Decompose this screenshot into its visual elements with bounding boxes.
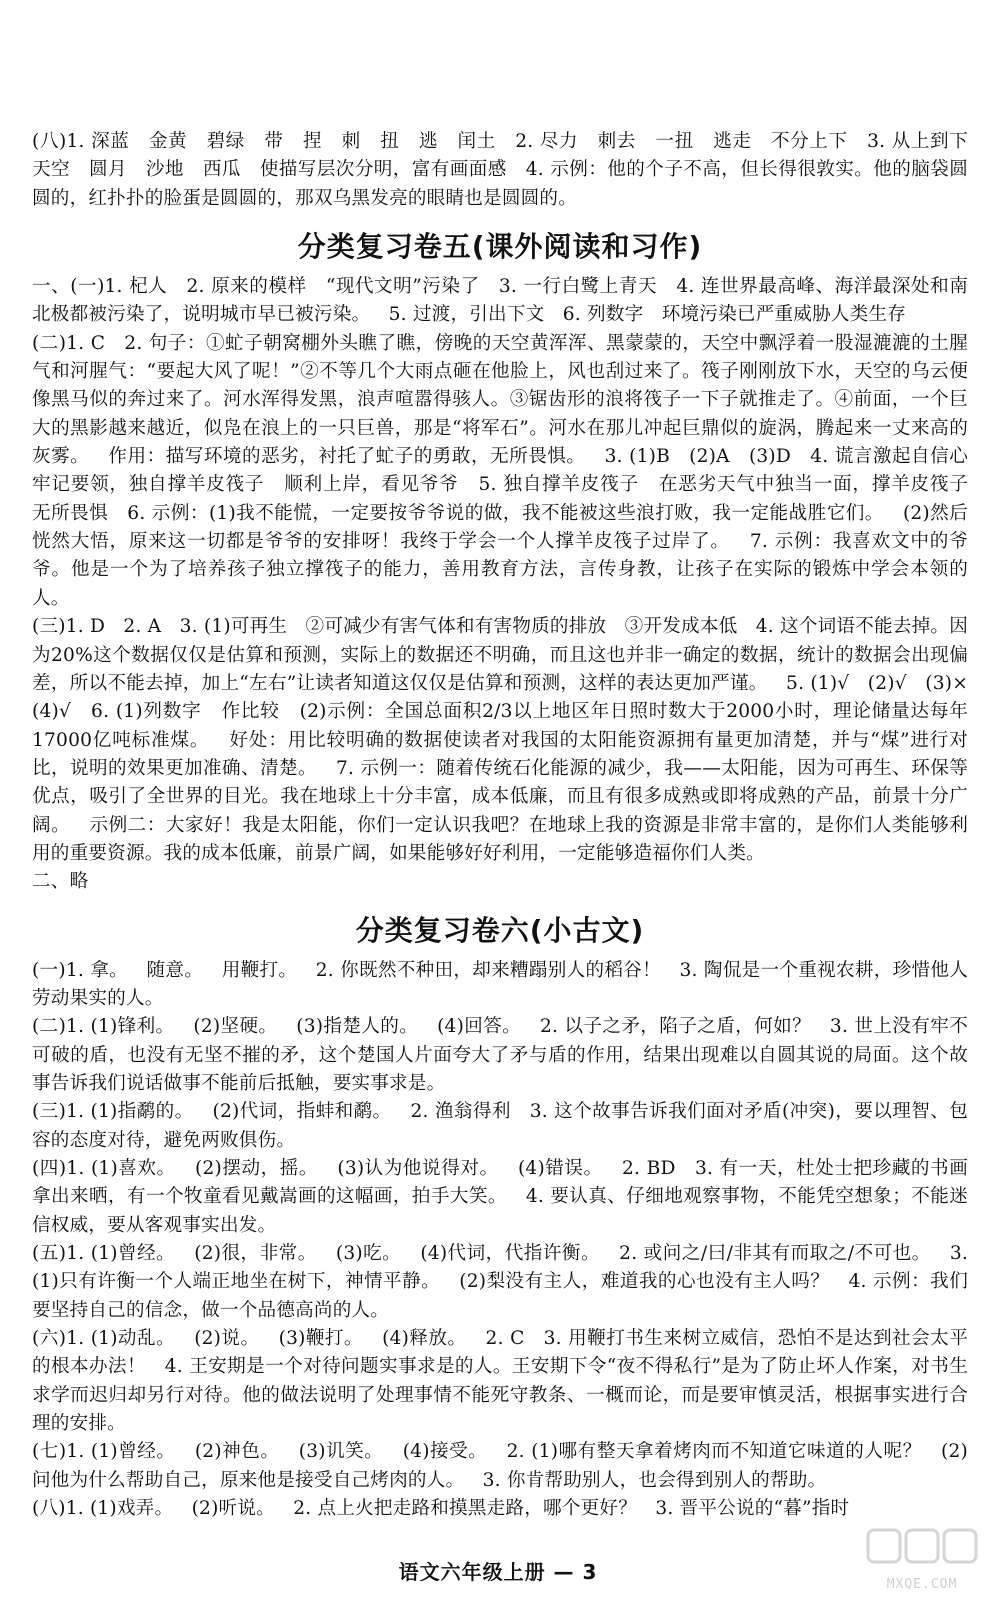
watermark-logo-icon xyxy=(862,1524,982,1574)
answer-paragraph: (三)1. D 2. A 3. (1)可再生 ②可减少有害气体和有害物质的排放 ③开发成本低 4. 这个词语不能去掉。因为20%这个数据仅仅是估算和预测，实际上的数据还不明确，而且这也并非一确定的数据，统计的数据会出现偏差，所以不能去掉，加上“左右”让读者知道这仅仅是估算和预测，这样的表达更加严谨。 5. (1)√ (2)√ (3)× (4)√ 6. (1)列数字 作比较 (2)示例：全国总面积2/3以上地区年日照时数大于2000小时，理论储量达每年17000亿吨标准煤。 好处：用比较明确的数据使读者对我国的太阳能资源拥有量更加清楚，并与“煤”进行对比，说明的效果更加准确、清楚。 7. 示例一：随着传统石化能源的减少，我——太阳能，因为可再生、环保等优点，吸引了全世界的目光。我在地球上十分丰富，成本低廉，而且有很多成熟或即将成熟的产品，前景十分广阔。 示例二：大家好！我是太阳能，你们一定认识我吧？在地球上我的资源是非常丰富的，是你们人类能够利用的重要资源。我的成本低廉，前景广阔，如果能够好好利用，一定能够造福你们人类。 xyxy=(32,616,987,864)
answer-content xyxy=(32,128,987,1523)
answer-paragraph: (二)1. C 2. 句子：①虻子朝窝棚外头瞧了瞧，傍晚的天空黄浑浑、黑蒙蒙的，天空中飘浮着一股湿漉漉的土腥气和河腥气：“要起大风了呢！”②不等几个大雨点砸在他脸上，风也刮过来了。筏子刚刚放下水，天空的乌云便像黑马似的奔过来了。河水浑得发黑，浪声喧嚣得骇人。③锯齿形的浪将筏子一下子就推走了。④前面，一个巨大的黑影越来越近，似凫在浪上的一只巨兽，那是“将军石”。河水在那儿冲起巨鼎似的旋涡，腾起来一丈来高的灰雾。 作用：描写环境的恶劣，衬托了虻子的勇敢，无所畏惧。 3. (1)B (2)A (3)D 4. 谎言激起自信心 牢记要领，独自撑羊皮筏子 顺利上岸，看见爷爷 5. 独自撑羊皮筏子 在恶劣天气中独当一面，撑羊皮筏子 无所畏惧 6. 示例：(1)我不能慌，一定要按爷爷说的做，我不能被这些浪打败，我一定能战胜它们。 (2)然后恍然大悟，原来这一切都是爷爷的安排呀！我终于学会一个人撑羊皮筏子过岸了。 7. 示例：我喜欢文中的爷爷。他是一个为了培养孩子独立撑筏子的能力，善用教育方法，言传身教，让孩子在实际的锻炼中学会本领的人。 xyxy=(32,332,987,609)
answer-paragraph: (六)1. (1)动乱。 (2)说。 (3)鞭打。 (4)释放。 2. C 3. 用鞭打书生来树立威信，恐怕不是达到社会太平的根本办法！ 4. 王安期是一个对待问题实事求是的人。王安期下令“夜不得私行”是为了防止坏人作案，对书生求学而迟归却另行对待。他的做法说明了处理事情不能死守教条、一概而论，而是要审慎灵活，根据事实进行合理的安排。 xyxy=(32,1328,968,1435)
answer-paragraph: (八)1. 深蓝 金黄 碧绿 带 捏 刺 扭 逃 闰土 2. 尽力 刺去 一扭 逃走 不分上下 3. 从上到下 天空 圆月 沙地 西瓜 使描写层次分明，富有画面感 4. 示例：他的个子不高，但长得很敦实。他的脑袋圆圆的，红扑扑的脸蛋是圆圆的，那双乌黑发亮的眼睛也是圆圆的。 xyxy=(32,131,987,209)
answer-paragraph: (八)1. (1)戏弄。 (2)听说。 2. 点上火把走路和摸黑走路，哪个更好？ 3. 晋平公说的“暮”指时 xyxy=(32,1498,850,1520)
answer-paragraph: (五)1. (1)曾经。 (2)很，非常。 (3)吃。 (4)代词，代指许衡。 2. 或问之/曰/非其有而取之/不可也。 3. (1)只有许衡一个人端正地坐在树下，神情平静。 (2)梨没有主人，难道我的心也没有主人吗？ 4. 示例：我们要坚持自己的信念，做一个品德高尚的人。 xyxy=(32,1243,975,1321)
answer-paragraph: (四)1. (1)喜欢。 (2)摆动，摇。 (3)认为他说得对。 (4)错误。 2. BD 3. 有一天，杜处士把珍藏的书画拿出来晒，有一个牧童看见戴嵩画的这幅画，拍手大笑。 4. 要认真、仔细地观察事物，不能凭空想象；不能迷信权威，要从客观事实出发。 xyxy=(32,1158,968,1236)
answer-paragraph: (三)1. (1)指鹬的。 (2)代词，指蚌和鹬。 2. 渔翁得利 3. 这个故事告诉我们面对矛盾(冲突)，要以理智、包容的态度对待，避免两败俱伤。 xyxy=(32,1101,968,1151)
section-heading: 分类复习卷六(小古文) xyxy=(355,913,645,947)
answer-paragraph: 一、(一)1. 杞人 2. 原来的模样 “现代文明”污染了 3. 一行白鹭上青天 4. 连世界最高峰、海洋最深处和南北极都被污染了，说明城市早已被污染。 5. 过渡，引出下文 6. 列数字 环境污染已严重威胁人类生存 xyxy=(32,276,968,326)
answer-paragraph: (七)1. (1)曾经。 (2)神色。 (3)讥笑。 (4)接受。 2. (1)哪有整天拿着烤肉而不知道它味道的人呢？ (2)问他为什么帮助自己，原来他是接受自己烤肉的人。 3. 你肯帮助别人，也会得到别人的帮助。 xyxy=(32,1441,968,1491)
answer-paragraph: (二)1. (1)锋利。 (2)坚硬。 (3)指楚人的。 (4)回答。 2. 以子之矛，陷子之盾，何如？ 3. 世上没有牢不可破的盾，也没有无坚不摧的矛，这个楚国人片面夸大了矛与盾的作用，结果出现难以自圆其说的局面。这个故事告诉我们说话做事不能前后抵触，要实事求是。 xyxy=(32,1016,968,1094)
answer-paragraph: 二、略 xyxy=(32,871,89,893)
watermark xyxy=(862,1524,982,1594)
page-footer: 语文六年级上册 — 3 xyxy=(398,1560,598,1584)
section-heading: 分类复习卷五(课外阅读和习作) xyxy=(297,230,703,264)
answer-paragraph: (一)1. 拿。 随意。 用鞭打。 2. 你既然不种田，却来糟蹋别人的稻谷！ 3. 陶侃是一个重视农耕，珍惜他人劳动果实的人。 xyxy=(32,959,968,1009)
watermark-text: MXQE.COM xyxy=(886,1577,958,1592)
answer-page xyxy=(32,128,987,1523)
